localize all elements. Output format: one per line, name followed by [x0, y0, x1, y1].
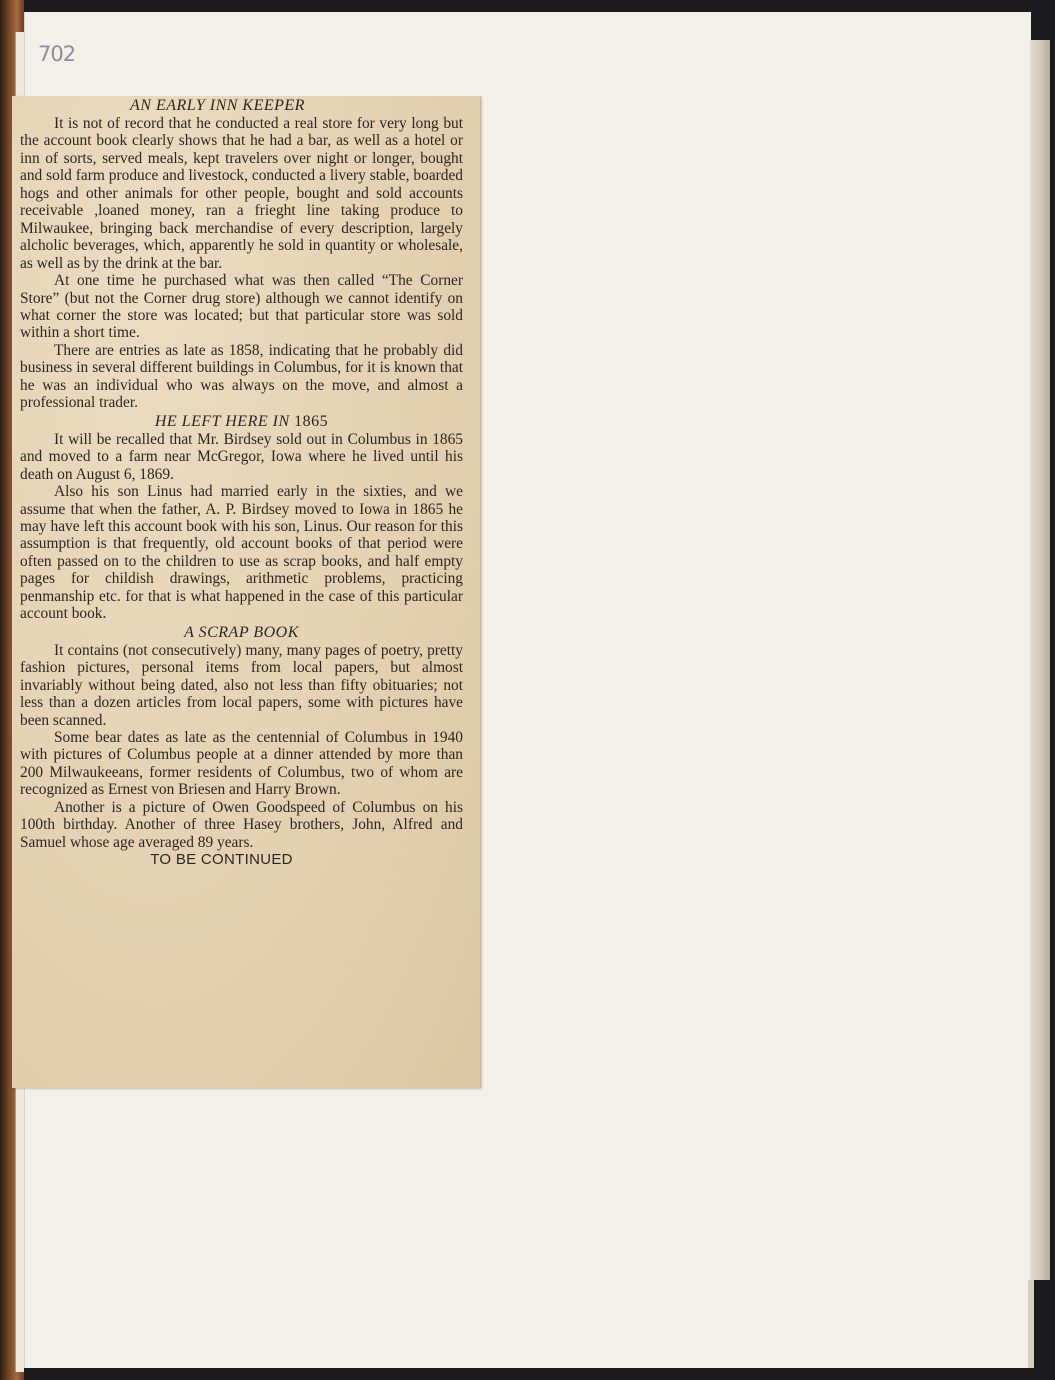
- paragraph: At one time he purchased what was then called “The Corner Store” (but not the Corner drug store) although we cannot identify on what corner the store was located; but that particular store was sold within a short time.: [20, 272, 463, 342]
- heading-left-here-text: HE LEFT HERE IN: [154, 412, 290, 430]
- paragraph: Another is a picture of Owen Goodspeed of Columbus on his 100th birthday. Another of three Hasey brothers, John, Alfred and Samuel whose age averaged 89 years.: [20, 798, 463, 851]
- paragraph: It will be recalled that Mr. Birdsey sold out in Columbus in 1865 and moved to a farm near McGregor, Iowa where he lived until his death on August 6, 1869.: [20, 430, 463, 483]
- to-be-continued: TO BE CONTINUED: [150, 851, 293, 869]
- heading-scrap-book: A SCRAP BOOK: [184, 623, 299, 641]
- article-body: [20, 96, 463, 869]
- paragraph: It is not of record that he conducted a real store for very long but the account book clearly shows that he had a bar, as well as a hotel or inn of sorts, served meals, kept travelers over night or longer, bought and sold farm produce and livestock, conducted a livery stable, boarded hogs and other animals for other people, bought and sold accounts receivable ,loaned money, ran a frieght line taking produce to Milwaukee, bringing back merchandise of every description, largely alcholic beverages, which, apparently he sold in quantity or wholesale, as well as by the drink at the bar.: [20, 115, 463, 272]
- newspaper-clipping: [12, 96, 481, 1088]
- paragraph: Some bear dates as late as the centennial of Columbus in 1940 with pictures of Columbus people at a dinner attended by more than 200 Milwaukeeans, former residents of Columbus, two of whom are recognized as Ernest von Briesen and Harry Brown.: [20, 728, 463, 799]
- paragraph: Also his son Linus had married early in the sixties, and we assume that when the father, A. P. Birdsey moved to Iowa in 1865 he may have left this account book with his son, Linus. Our reason for this assumption is that frequently, old account books of that period were often passed on to the children to use as scrap books, and half empty pages for childish drawings, arithmetic problems, practicing penmanship etc. for that is what happened in the case of this particular account book.: [20, 483, 463, 623]
- paragraph: There are entries as late as 1858, indicating that he probably did business in several different buildings in Columbus, for it is known that he was an individual who was always on the move, and almost a professional trader.: [20, 341, 463, 412]
- heading-left-here: [20, 412, 463, 431]
- page-number: 702: [38, 42, 76, 66]
- paragraph: It contains (not consecutively) many, many pages of poetry, pretty fashion pictures, personal items from local papers, but almost invariably without being dated, also not less than fifty obituaries; not less than a dozen articles from local papers, some with pictures have been scanned.: [20, 641, 463, 729]
- page-edge-lower: [1028, 1280, 1034, 1368]
- heading-early-inn-keeper: AN EARLY INN KEEPER: [130, 97, 305, 114]
- heading-left-here-year: 1865: [294, 412, 329, 430]
- page-edge: [1030, 40, 1050, 1280]
